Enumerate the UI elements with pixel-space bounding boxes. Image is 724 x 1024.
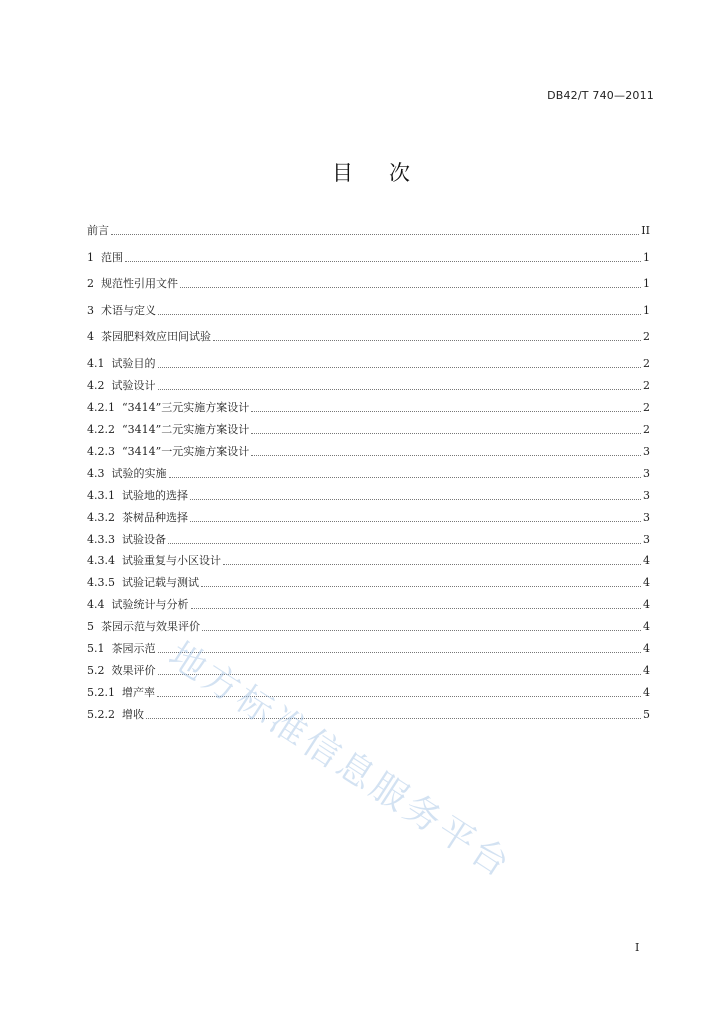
toc-entry[interactable] <box>87 531 650 547</box>
toc-entry-label: 增产率 <box>121 686 155 699</box>
toc-entry[interactable] <box>87 618 650 634</box>
toc-dot-leader <box>191 607 642 609</box>
toc-dot-leader <box>168 542 641 544</box>
toc-dot-leader <box>146 717 641 719</box>
toc-entry[interactable] <box>87 465 650 481</box>
toc-entry[interactable] <box>87 377 650 393</box>
toc-entry-label: 前言 <box>87 224 109 237</box>
toc-entry-number: 4.3.3 <box>87 533 122 546</box>
toc-dot-leader <box>251 454 641 456</box>
toc-entry[interactable] <box>87 355 650 371</box>
toc-dot-leader <box>190 520 641 522</box>
toc-entry[interactable] <box>87 596 650 612</box>
toc-entry-label: 试验重复与小区设计 <box>121 554 221 567</box>
toc-entry[interactable] <box>87 249 650 265</box>
toc-entry-label: 茶树品种选择 <box>121 511 188 524</box>
toc-entry-number: 3 <box>87 304 101 317</box>
toc-entry[interactable] <box>87 328 650 344</box>
watermark: 地方标准信息服务平台 <box>161 634 520 887</box>
toc-dot-leader <box>201 585 641 587</box>
title-char-1: 目 <box>332 161 355 185</box>
toc-entry-page: 5 <box>643 708 650 721</box>
toc-entry-number: 5 <box>87 620 101 633</box>
toc-entry-page: 4 <box>643 576 650 589</box>
standard-code: DB42/T 740—2011 <box>547 89 654 102</box>
toc-dot-leader <box>180 286 641 288</box>
toc-entry-label: “3414”一元实施方案设计 <box>121 445 250 458</box>
toc-entry-label: 规范性引用文件 <box>101 277 178 290</box>
toc-entry-number: 4.3.4 <box>87 554 122 567</box>
toc-entry-page: 4 <box>643 642 650 655</box>
toc-entry-page: 3 <box>643 511 650 524</box>
toc-entry-label: 试验设备 <box>121 533 166 546</box>
toc-entry-label: 茶园示范 <box>111 642 156 655</box>
toc-dot-leader <box>158 313 641 315</box>
toc-entry-page: 4 <box>643 598 650 611</box>
toc-entry-label: 茶园示范与效果评价 <box>101 620 200 633</box>
toc-entry-number: 4.2.1 <box>87 401 122 414</box>
toc-entry-page: 1 <box>643 304 650 317</box>
toc-entry-label: 试验目的 <box>111 357 156 370</box>
toc-entry-page: 4 <box>643 686 650 699</box>
toc-dot-leader <box>111 233 639 235</box>
toc-entry-page: II <box>641 224 650 237</box>
toc-entry-number: 4.2.2 <box>87 423 122 436</box>
toc-entry[interactable] <box>87 399 650 415</box>
toc-entry-label: “3414”三元实施方案设计 <box>121 401 250 414</box>
toc-entry-page: 3 <box>643 445 650 458</box>
toc-entry[interactable] <box>87 275 650 291</box>
toc-entry[interactable] <box>87 443 650 459</box>
toc-entry-page: 2 <box>643 401 650 414</box>
toc-entry-number: 4.3.2 <box>87 511 122 524</box>
toc-entry-number: 5.2.1 <box>87 686 122 699</box>
toc-entry[interactable] <box>87 509 650 525</box>
toc-entry-number: 4.3 <box>87 467 112 480</box>
toc-dot-leader <box>158 388 642 390</box>
toc-entry-label: 术语与定义 <box>101 304 156 317</box>
toc-entry-number: 4.3.5 <box>87 576 122 589</box>
title-char-2: 次 <box>389 161 412 185</box>
toc-entry-page: 3 <box>643 467 650 480</box>
toc-entry-page: 2 <box>643 357 650 370</box>
toc-entry-number: 4.3.1 <box>87 489 122 502</box>
toc-dot-leader <box>158 366 642 368</box>
toc-entry[interactable] <box>87 487 650 503</box>
toc-dot-leader <box>251 410 641 412</box>
toc-entry-label: 试验的实施 <box>111 467 167 480</box>
toc-entry-label: 茶园肥料效应田间试验 <box>101 330 211 343</box>
toc-entry-page: 1 <box>643 277 650 290</box>
toc-entry-number: 5.1 <box>87 642 112 655</box>
toc-entry[interactable] <box>87 574 650 590</box>
toc-entry[interactable] <box>87 222 650 238</box>
toc-dot-leader <box>213 339 641 341</box>
toc-entry[interactable] <box>87 421 650 437</box>
toc-entry-page: 3 <box>643 489 650 502</box>
toc-entry-number: 4.2.3 <box>87 445 122 458</box>
toc-entry-number: 1 <box>87 251 101 264</box>
page-title <box>0 157 724 187</box>
toc-entry-page: 2 <box>643 330 650 343</box>
toc-entry[interactable] <box>87 706 650 722</box>
toc-entry-number: 4.1 <box>87 357 112 370</box>
toc-dot-leader <box>190 498 641 500</box>
toc-entry-page: 1 <box>643 251 650 264</box>
toc-dot-leader <box>202 629 641 631</box>
toc-entry-page: 4 <box>643 554 650 567</box>
toc-dot-leader <box>158 651 642 653</box>
toc-entry-number: 4.4 <box>87 598 112 611</box>
toc-dot-leader <box>251 432 641 434</box>
toc-dot-leader <box>125 260 641 262</box>
toc-entry[interactable] <box>87 552 650 568</box>
toc-entry-label: 试验设计 <box>111 379 156 392</box>
toc-entry-number: 4 <box>87 330 101 343</box>
toc-entry[interactable] <box>87 684 650 700</box>
toc-entry-page: 4 <box>643 664 650 677</box>
toc-entry-label: 增收 <box>121 708 144 721</box>
toc-entry[interactable] <box>87 302 650 318</box>
toc-dot-leader <box>169 476 642 478</box>
toc-entry-label: 试验统计与分析 <box>111 598 189 611</box>
toc-entry-label: 试验记载与测试 <box>121 576 199 589</box>
toc-entry-page: 3 <box>643 533 650 546</box>
toc-entry-label: 范围 <box>101 251 123 264</box>
toc-entry-page: 2 <box>643 423 650 436</box>
toc-entry-label: 试验地的选择 <box>121 489 188 502</box>
toc-entry-label: 效果评价 <box>111 664 156 677</box>
toc-entry-number: 5.2 <box>87 664 112 677</box>
toc-entry-number: 5.2.2 <box>87 708 122 721</box>
toc-entry-number: 4.2 <box>87 379 112 392</box>
toc-entry-label: “3414”二元实施方案设计 <box>121 423 250 436</box>
toc-dot-leader <box>223 563 641 565</box>
toc-entry-page: 2 <box>643 379 650 392</box>
page-number: I <box>635 941 640 954</box>
toc-entry-number: 2 <box>87 277 101 290</box>
toc-entry-page: 4 <box>643 620 650 633</box>
